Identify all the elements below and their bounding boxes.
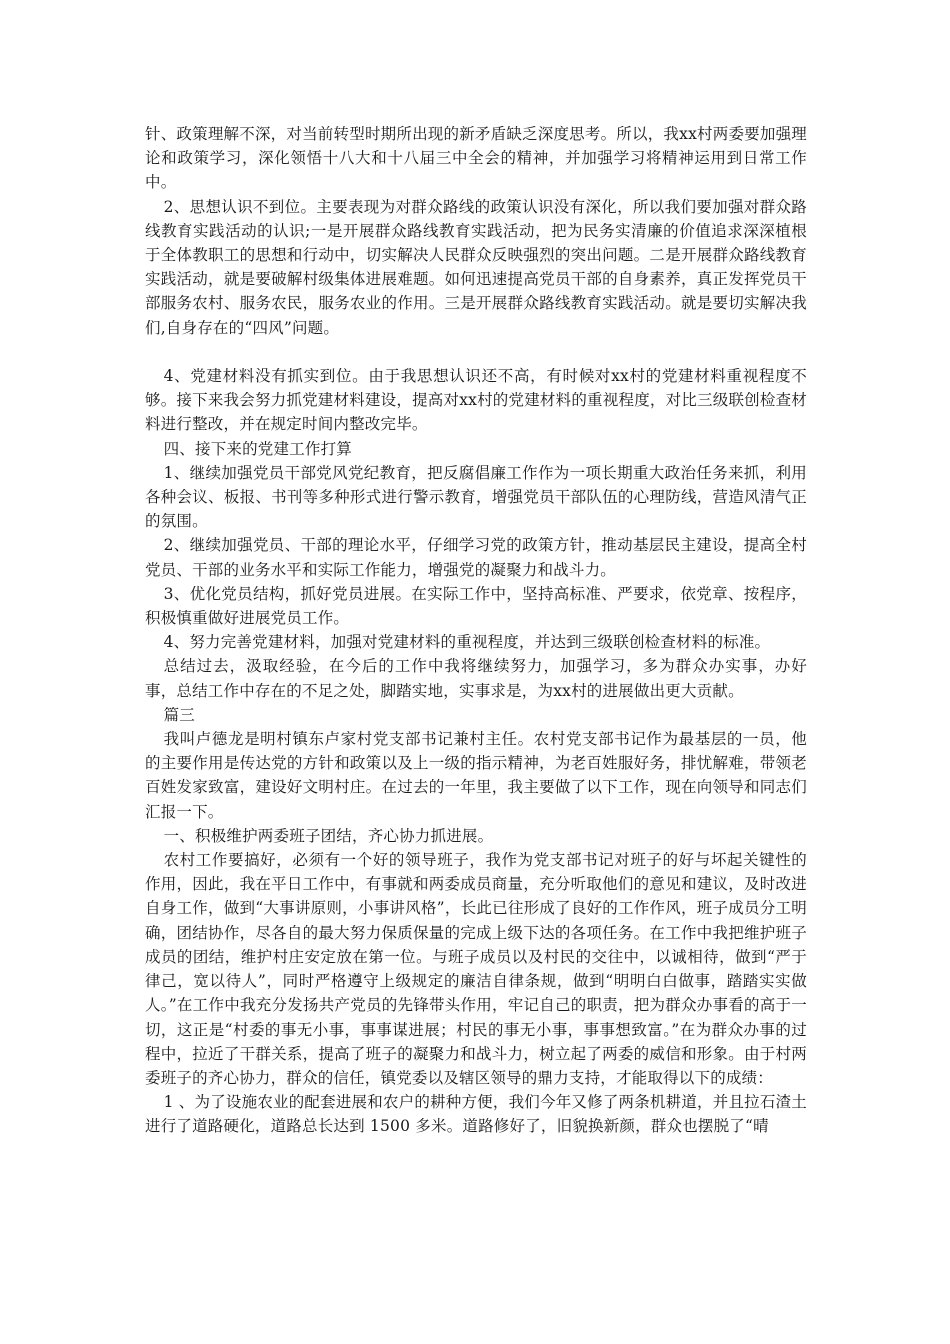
section-heading-next-plan: 四、接下来的党建工作打算 [163, 439, 352, 458]
paragraph-introduction: 我叫卢德龙是明村镇东卢家村党支部书记兼村主任。农村党支部书记作为最基层的一员，他的主要作用是传达党的方针和政策以及上一级的指示精神，为老百姓服好务，排忧解难，带领老百姓发家致富，建设好文明村庄。在过去的一年里，我主要做了以下工作，现在向领导和同志们汇报一下。 [145, 730, 807, 821]
paragraph-policy-study: 针、政策理解不深，对当前转型时期所出现的新矛盾缺乏深度思考。所以，我xx村两委要加强理论和政策学习，深化领悟十八大和十八届三中全会的精神，并加强学习将精神运用到日常工作中。 [145, 125, 807, 192]
section-heading-unity: 一、积极维护两委班子团结，齐心协力抓进展。 [163, 826, 494, 845]
section-heading-part-three: 篇三 [163, 705, 195, 724]
paragraph-summary: 总结过去，汲取经验，在今后的工作中我将继续努力，加强学习，多为群众办实事，办好事，总结工作中存在的不足之处，脚踏实地，实事求是，为xx村的进展做出更大贡献。 [145, 657, 807, 700]
paragraph-thought-recognition: 2、思想认识不到位。主要表现为对群众路线的政策认识没有深化，所以我们要加强对群众路线教育实践活动的认识;一是开展群众路线教育实践活动，把为民务实清廉的价值追求深深植根于全体教职工的思想和行动中，切实解决人民群众反映强烈的突出问题。二是开展群众路线教育实践活动，就是要破解村级集体进展难题。如何迅速提高党员干部的自身素养，真正发挥党员干部服务农村、服务农民，服务农业的作用。三是开展群众路线教育实践活动。就是要切实解决我们,自身存在的“四风”问题。 [145, 197, 807, 337]
paragraph-plan-1: 1、继续加强党员干部党风党纪教育，把反腐倡廉工作作为一项长期重大政治任务来抓，利用各种会议、板报、书刊等多种形式进行警示教育，增强党员干部队伍的心理防线，营造风清气正的氛围。 [145, 463, 807, 531]
document-page [145, 122, 807, 1139]
paragraph-achievement-1: 1 、为了设施农业的配套进展和农户的耕种方便，我们今年又修了两条机耕道，并且拉石渣土进行了道路硬化，道路总长达到 1500 多米。道路修好了，旧貌换新颜，群众也摆脱了“晴 [145, 1093, 807, 1136]
paragraph-plan-3: 3、优化党员结构，抓好党员进展。在实际工作中，坚持高标准、严要求，依党章、按程序，积极慎重做好进展党员工作。 [145, 584, 807, 628]
paragraph-leadership: 农村工作要搞好，必须有一个好的领导班子，我作为党支部书记对班子的好与坏起关键性的作用，因此，我在平日工作中，有事就和两委成员商量，充分听取他们的意见和建议，及时改进自身工作，做到“大事讲原则，小事讲风格”，长此已往形成了良好的工作作风，班子成员分工明确，团结协作，尽各自的最大努力保质保量的完成上级下达的各项任务。在工作中我把维护班子成员的团结，维护村庄安定放在第一位。与班子成员以及村民的交往中，以诚相待，做到“严于律己，宽以待人”，同时严格遵守上级规定的廉洁自律条规，做到“明明白白做事，踏踏实实做人。”在工作中我充分发扬共产党员的先锋带头作用，牢记自己的职责，把为群众办事看的高于一切，这正是“村委的事无小事，事事谋进展；村民的事无小事，事事想致富。”在为群众办事的过程中，拉近了干群关系，提高了班子的凝聚力和战斗力，树立起了两委的威信和形象。由于村两委班子的齐心协力，群众的信任，镇党委以及辖区领导的鼎力支持，才能取得以下的成绩： [145, 851, 807, 1087]
paragraph-party-materials: 4、党建材料没有抓实到位。由于我思想认识还不高，有时候对xx村的党建材料重视程度不够。接下来我会努力抓党建材料建设，提高对xx村的党建材料的重视程度，对比三级联创检查材料进行整改，并在规定时间内整改完毕。 [145, 367, 807, 434]
paragraph-plan-4: 4、努力完善党建材料，加强对党建材料的重视程度，并达到三级联创检查材料的标准。 [163, 633, 771, 652]
paragraph-gap [145, 340, 807, 364]
paragraph-plan-2: 2、继续加强党员、干部的理论水平，仔细学习党的政策方针，推动基层民主建设，提高全村党员、干部的业务水平和实际工作能力，增强党的凝聚力和战斗力。 [145, 536, 807, 579]
